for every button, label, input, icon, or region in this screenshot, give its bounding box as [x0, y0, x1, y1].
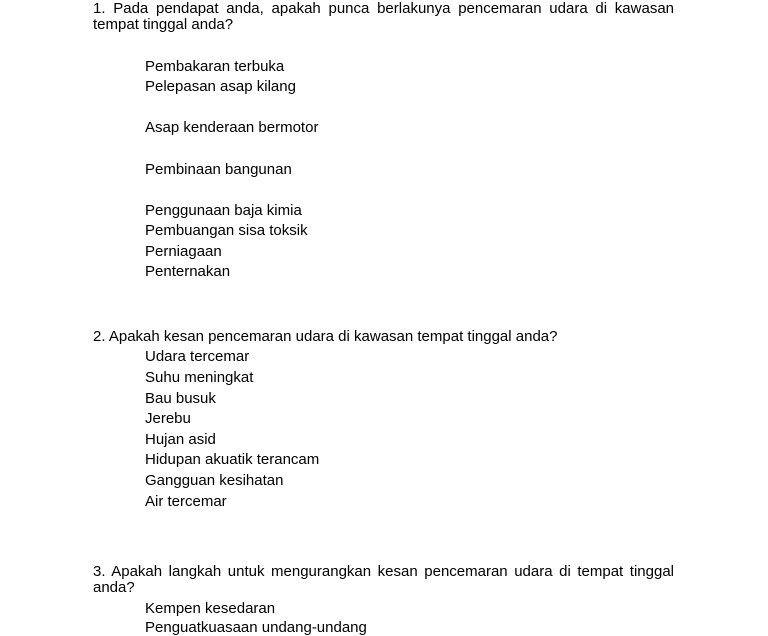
q1-option-4: Pembinaan bangunan — [145, 161, 292, 178]
q2-option-7: Gangguan kesihatan — [145, 472, 284, 489]
q2-option-4: Jerebu — [145, 410, 191, 427]
q1-option-7: Perniagaan — [145, 243, 222, 260]
question-3-text: 3. Apakah langkah untuk mengurangkan kesan pencemaran udara di tempat tinggal anda? — [93, 563, 674, 596]
q1-option-2: Pelepasan asap kilang — [145, 78, 296, 95]
q2-option-2: Suhu meningkat — [145, 369, 254, 386]
q1-option-1: Pembakaran terbuka — [145, 58, 285, 75]
q2-option-5: Hujan asid — [145, 431, 216, 448]
q2-option-1: Udara tercemar — [145, 348, 250, 365]
q1-option-3: Asap kenderaan bermotor — [145, 119, 319, 136]
q3-option-1: Kempen kesedaran — [145, 600, 276, 617]
q3-option-2: Penguatkuasaan undang-undang — [145, 619, 367, 636]
q1-option-6: Pembuangan sisa toksik — [145, 222, 308, 239]
q1-option-5: Penggunaan baja kimia — [145, 202, 302, 219]
q2-option-3: Bau busuk — [145, 390, 216, 407]
q2-option-6: Hidupan akuatik terancam — [145, 451, 320, 468]
question-2-text: 2. Apakah kesan pencemaran udara di kawasan tempat tinggal anda? — [93, 328, 558, 345]
q2-option-8: Air tercemar — [145, 493, 227, 510]
question-1-text: 1. Pada pendapat anda, apakah punca berlakunya pencemaran udara di kawasan tempat tinggal anda? — [93, 0, 674, 33]
q1-option-8: Penternakan — [145, 263, 231, 280]
